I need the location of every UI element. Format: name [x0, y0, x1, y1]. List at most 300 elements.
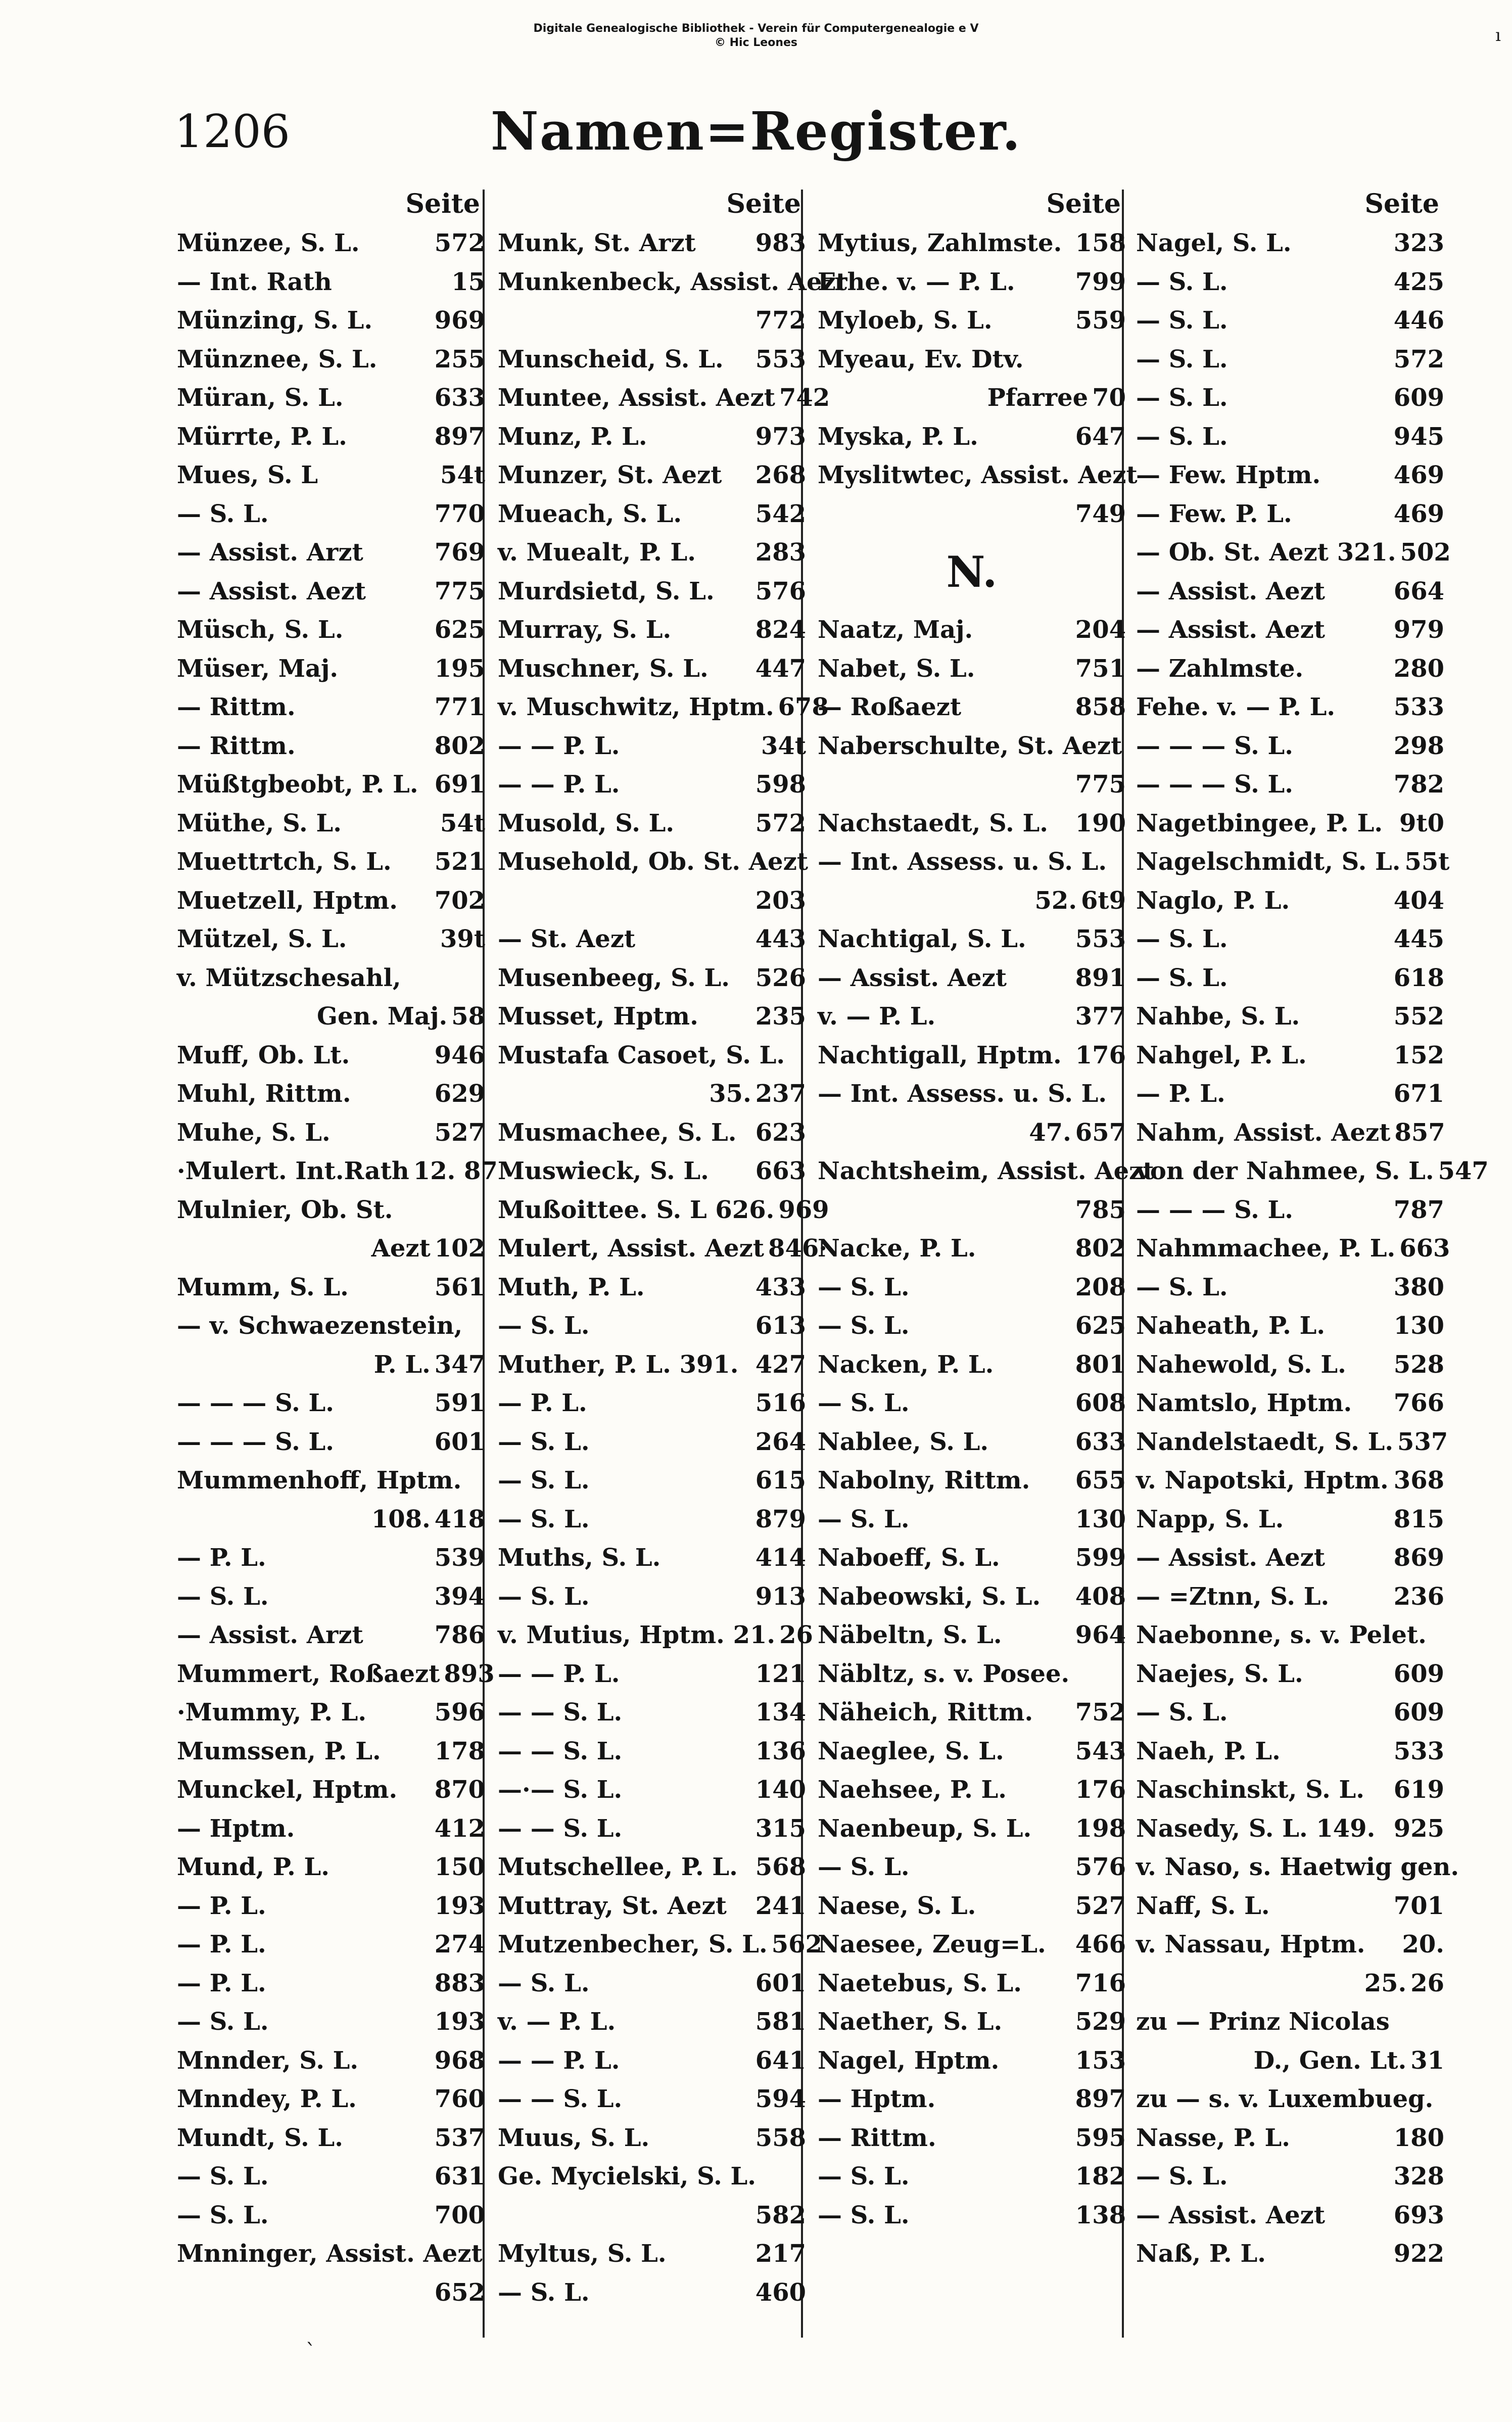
entry-page: 879	[755, 1505, 806, 1533]
entry-name: Nacken, P. L.	[818, 1350, 994, 1379]
entry-page: 969	[434, 306, 485, 335]
index-entry	[177, 2080, 485, 2119]
entry-page: 782	[1393, 770, 1444, 799]
entry-name: Mnndey, P. L.	[177, 2085, 357, 2113]
entry-page: 446	[1393, 306, 1444, 335]
index-entry	[498, 997, 806, 1036]
entry-name: Nabolny, Rittm.	[818, 1466, 1030, 1495]
entry-page: 469	[1393, 461, 1444, 489]
entry-page: 208	[1075, 1273, 1126, 1301]
index-entry	[177, 2157, 485, 2196]
entry-page: 581	[755, 2008, 806, 2036]
index-entry	[498, 688, 829, 727]
entry-name: Ge. Mycielski, S. L.	[498, 2162, 756, 2191]
index-entry	[498, 379, 830, 417]
index-entry	[177, 1307, 485, 1345]
entry-name: Muths, S. L.	[498, 1544, 661, 1572]
entry-page: 647	[1075, 422, 1126, 451]
entry-page: 102	[434, 1234, 485, 1263]
entry-name: — S. L.	[498, 1427, 590, 1456]
entry-page: 652	[434, 2278, 485, 2307]
index-entry	[498, 959, 806, 998]
index-entry	[498, 611, 806, 649]
index-entry	[1136, 649, 1444, 688]
index-entry	[498, 572, 806, 611]
entry-page: 858	[1075, 693, 1126, 721]
index-entry	[177, 1693, 485, 1732]
entry-name: — — P. L.	[498, 731, 620, 760]
entry-page: 176	[1075, 1041, 1126, 1069]
entry-page: 404	[1393, 886, 1444, 915]
entry-name: — Int. Rath	[177, 267, 332, 296]
entry-name: — S. L.	[1136, 2162, 1228, 2191]
entry-name: Naglo, P. L.	[1136, 886, 1290, 915]
entry-name: — S. L.	[1136, 1698, 1228, 1727]
index-entry	[818, 1229, 1126, 1268]
entry-name: — Few. P. L.	[1136, 499, 1292, 528]
entry-page: 150	[434, 1853, 485, 1881]
index-entry	[1136, 495, 1444, 534]
index-entry	[818, 1268, 1126, 1307]
index-entry	[177, 1268, 485, 1307]
entry-name: Murray, S. L.	[498, 616, 672, 644]
entry-name: — S. L.	[498, 1969, 590, 1997]
entry-name: Muswieck, S. L.	[498, 1157, 709, 1185]
entry-page: 552	[1393, 1002, 1444, 1031]
index-entry	[498, 2234, 806, 2273]
index-entry	[498, 1693, 806, 1732]
entry-page: 625	[434, 616, 485, 644]
entry-page: 766	[1393, 1389, 1444, 1417]
index-entry	[1136, 1075, 1444, 1113]
entry-name: — Hptm.	[818, 2085, 936, 2113]
index-entry	[498, 1229, 827, 1268]
entry-name: Muhe, S. L.	[177, 1118, 330, 1147]
index-entry	[177, 1655, 495, 1694]
index-entry	[818, 920, 1126, 959]
entry-page: 526	[755, 963, 806, 992]
entry-page: 787	[1393, 1195, 1444, 1224]
entry-name: — S. L.	[498, 2278, 590, 2307]
index-entry	[818, 959, 1126, 998]
index-entry	[818, 1771, 1126, 1809]
index-entry	[1136, 1848, 1459, 1887]
entry-page: 769	[434, 538, 485, 567]
entry-page: 702	[434, 886, 485, 915]
entry-page: 20.	[1402, 1930, 1444, 1959]
entry-name: — S. L.	[818, 1853, 910, 1881]
entry-page: 870	[434, 1776, 485, 1804]
index-entry	[177, 1384, 485, 1423]
index-entry	[1136, 379, 1444, 417]
entry-name: v. Mutius, Hptm. 21.	[498, 1621, 776, 1649]
entry-name: 52.	[1034, 886, 1077, 915]
index-entry	[498, 1887, 806, 1926]
entry-page: 425	[1393, 267, 1444, 296]
entry-name: Müser, Maj.	[177, 654, 339, 683]
entry-name: Namtslo, Hptm.	[1136, 1389, 1352, 1417]
index-entry	[498, 2119, 806, 2158]
index-entry	[818, 1307, 1126, 1345]
entry-name: — S. L.	[1136, 384, 1228, 412]
entry-name: v. Muealt, P. L.	[498, 538, 696, 567]
entry-page: 945	[1393, 422, 1444, 451]
corner-mark: ı	[1495, 25, 1501, 45]
entry-page: 138	[1075, 2201, 1126, 2229]
index-entry	[818, 1075, 1126, 1113]
entry-page: 542	[755, 499, 806, 528]
entry-name: v. Naso, s. Haetwig gen.	[1136, 1853, 1459, 1881]
column-header: Seite	[405, 189, 480, 219]
entry-page: 380	[1393, 1273, 1444, 1301]
entry-name: — Ob. St. Aezt 321.	[1136, 538, 1396, 567]
index-entry	[498, 1771, 806, 1809]
entry-name: Naeh, P. L.	[1136, 1737, 1281, 1765]
index-entry	[498, 1539, 806, 1577]
entry-page: 609	[1393, 1659, 1444, 1688]
index-entry	[818, 224, 1126, 263]
entry-page: 443	[755, 925, 806, 953]
index-entry	[818, 417, 1126, 456]
index-entry-continuation	[498, 2196, 806, 2235]
index-entry	[177, 881, 485, 920]
entry-page: 561	[434, 1273, 485, 1301]
entry-page: 599	[1075, 1544, 1126, 1572]
entry-name: — S. L.	[1136, 306, 1228, 335]
entry-page: 140	[755, 1776, 806, 1804]
entry-name: ·Mulert. Int.Rath	[177, 1157, 409, 1185]
entry-name: Nasedy, S. L. 149.	[1136, 1814, 1376, 1843]
entry-name: Naebonne, s. v. Pelet.	[1136, 1621, 1427, 1649]
entry-name: Muettrtch, S. L.	[177, 848, 392, 876]
entry-name: Nahewold, S. L.	[1136, 1350, 1346, 1379]
index-entry	[177, 1925, 485, 1964]
entry-page: 559	[1075, 306, 1126, 335]
index-entry	[177, 1461, 485, 1500]
index-entry	[1136, 1152, 1489, 1191]
entry-name: — P. L.	[177, 1891, 266, 1920]
entry-page: 427	[755, 1350, 806, 1379]
index-entry-continuation	[498, 881, 806, 920]
entry-page: 368	[1393, 1466, 1444, 1495]
entry-page: 533	[1393, 693, 1444, 721]
index-entry	[177, 1771, 485, 1809]
entry-name: Nahgel, P. L.	[1136, 1041, 1307, 1069]
entry-name: Nablee, S. L.	[818, 1427, 989, 1456]
entry-name: — S. L.	[1136, 925, 1228, 953]
index-entry	[818, 1616, 1126, 1655]
entry-page: 394	[434, 1582, 485, 1611]
entry-name: Nagetbingee, P. L.	[1136, 809, 1383, 837]
entry-name: — — P. L.	[498, 770, 620, 799]
index-entry	[1136, 1307, 1444, 1345]
entry-name: — Assist. Arzt	[177, 538, 363, 567]
index-entry	[1136, 417, 1444, 456]
index-entry	[1136, 263, 1444, 302]
entry-name: Nabeowski, S. L.	[818, 1582, 1041, 1611]
entry-page: 70	[1092, 384, 1126, 412]
entry-name: — Assist. Aezt	[818, 963, 1007, 992]
entry-name: Mueach, S. L.	[498, 499, 682, 528]
entry-name: Münzee, S. L.	[177, 229, 360, 257]
index-entry	[177, 804, 485, 843]
entry-name: — P. L.	[498, 1389, 587, 1417]
entry-page: 469	[1393, 499, 1444, 528]
entry-name: — S. L.	[177, 1582, 269, 1611]
index-entry	[498, 727, 806, 766]
entry-page: 9t0	[1399, 809, 1444, 837]
entry-name: Musmachee, S. L.	[498, 1118, 737, 1147]
entry-page: 562	[771, 1930, 822, 1959]
index-entry	[177, 1809, 485, 1848]
entry-name: Nacke, P. L.	[818, 1234, 976, 1263]
entry-page: 770	[434, 499, 485, 528]
entry-page: 55t	[1404, 848, 1450, 876]
entry-page: 633	[1075, 1427, 1126, 1456]
entry-name: Munzer, St. Aezt	[498, 461, 722, 489]
index-entry	[498, 1384, 806, 1423]
entry-page: 178	[434, 1737, 485, 1765]
entry-name: — Zahlmste.	[1136, 654, 1304, 683]
index-entry-continuation	[498, 1075, 806, 1113]
index-entry	[818, 649, 1126, 688]
entry-name: Mußoittee. S. L 626.	[498, 1195, 775, 1224]
index-entry	[177, 1577, 485, 1616]
entry-page: 815	[1393, 1505, 1444, 1533]
entry-page: 34t	[761, 731, 806, 760]
entry-name: Naehsee, P. L.	[818, 1776, 1007, 1804]
entry-name: zu — Prinz Nicolas	[1136, 2008, 1390, 2036]
entry-page: 537	[1397, 1427, 1448, 1456]
index-entry	[1136, 765, 1444, 804]
entry-name: — P. L.	[177, 1930, 266, 1959]
entry-name: Naeglee, S. L.	[818, 1737, 1004, 1765]
index-entry	[177, 2234, 485, 2273]
entry-page: 576	[1075, 1853, 1126, 1881]
index-entry	[818, 1461, 1126, 1500]
index-entry	[1136, 1268, 1444, 1307]
index-entry	[498, 1964, 806, 2003]
entry-name: D., Gen. Lt.	[1253, 2046, 1407, 2075]
entry-name: — Assist. Aezt	[1136, 616, 1326, 644]
entry-name: — Roßaezt	[818, 693, 962, 721]
entry-name: — S. L.	[177, 2162, 269, 2191]
entry-page: 528	[1393, 1350, 1444, 1379]
index-entry	[1136, 456, 1444, 495]
index-entry	[1136, 1693, 1444, 1732]
index-entry	[1136, 1113, 1444, 1152]
entry-page: 969	[778, 1195, 829, 1224]
index-entry	[177, 379, 485, 417]
entry-name: Nachtigal, S. L.	[818, 925, 1026, 953]
index-entry-continuation	[177, 1500, 485, 1539]
entry-name: Naether, S. L.	[818, 2008, 1003, 2036]
copyright-line: © Hic Leones	[714, 36, 798, 49]
entry-name: Muff, Ob. Lt.	[177, 1041, 350, 1069]
index-entry	[498, 495, 806, 534]
index-entry	[498, 456, 806, 495]
entry-name: — P. L.	[177, 1969, 266, 1997]
index-entry	[498, 1500, 806, 1539]
entry-page: 771	[434, 693, 485, 721]
index-entry	[1136, 959, 1444, 998]
entry-page: 414	[755, 1544, 806, 1572]
index-entry	[498, 765, 806, 804]
entry-page: 217	[755, 2240, 806, 2268]
entry-page: 631	[434, 2162, 485, 2191]
entry-name: Naatz, Maj.	[818, 616, 973, 644]
index-entry	[1136, 2119, 1444, 2158]
index-entry	[818, 1732, 1126, 1771]
index-entry	[498, 1848, 806, 1887]
entry-name: Myska, P. L.	[818, 422, 978, 451]
entry-name: — v. Schwaezenstein,	[177, 1312, 463, 1340]
index-entry	[498, 920, 806, 959]
entry-page: 182	[1075, 2162, 1126, 2191]
entry-page: 553	[1075, 925, 1126, 953]
entry-page: 608	[1075, 1389, 1126, 1417]
entry-page: 193	[434, 2008, 485, 2036]
entry-name: v. Nassau, Hptm.	[1136, 1930, 1365, 1959]
entry-name: — — — S. L.	[1136, 731, 1293, 760]
index-entry	[1136, 920, 1444, 959]
index-entry	[498, 1732, 806, 1771]
entry-page: 533	[1393, 1737, 1444, 1765]
entry-page: 190	[1075, 809, 1126, 837]
entry-name: Muus, S. L.	[498, 2123, 650, 2152]
entry-page: 537	[434, 2123, 485, 2152]
index-entry	[177, 2041, 485, 2080]
entry-page: 802	[434, 731, 485, 760]
entry-page: 568	[755, 1853, 806, 1881]
page-number: 1206	[174, 105, 291, 158]
index-entry	[818, 1152, 1154, 1191]
index-entry-continuation	[818, 495, 1126, 534]
entry-page: 445	[1393, 925, 1444, 953]
entry-page: 968	[434, 2046, 485, 2075]
entry-page: 633	[434, 384, 485, 412]
index-entry	[498, 1113, 806, 1152]
entry-page: 12. 87	[413, 1157, 498, 1185]
index-entry	[1136, 2234, 1444, 2273]
entry-name: Mulnier, Ob. St.	[177, 1195, 393, 1224]
index-entry	[177, 688, 485, 727]
entry-page: 274	[434, 1930, 485, 1959]
entry-page: 241	[755, 1891, 806, 1920]
entry-page: 893	[444, 1659, 495, 1688]
entry-name: Naß, P. L.	[1136, 2240, 1266, 2268]
entry-name: Nachstaedt, S. L.	[818, 809, 1048, 837]
index-entry	[818, 2196, 1126, 2235]
entry-name: — S. L.	[818, 1312, 910, 1340]
index-entry	[1136, 1655, 1444, 1694]
index-entry-continuation	[818, 765, 1126, 804]
entry-page: 136	[755, 1737, 806, 1765]
index-entry	[177, 533, 485, 572]
index-entry	[818, 2041, 1126, 2080]
index-entry	[177, 263, 485, 302]
index-entry-continuation	[177, 997, 485, 1036]
entry-page: 973	[755, 422, 806, 451]
index-entry	[177, 1075, 485, 1113]
index-entry-continuation	[498, 301, 806, 340]
entry-name: Nachtigall, Hptm.	[818, 1041, 1062, 1069]
entry-page: 897	[434, 422, 485, 451]
index-entry	[177, 727, 485, 766]
entry-page: 609	[1393, 1698, 1444, 1727]
entry-page: 121	[755, 1659, 806, 1688]
entry-name: — — S. L.	[498, 2085, 623, 2113]
index-entry	[498, 1577, 806, 1616]
index-entry	[818, 301, 1126, 340]
entry-page: 572	[1393, 345, 1444, 374]
entry-page: 547	[1438, 1157, 1489, 1185]
index-entry-continuation	[177, 1229, 485, 1268]
entry-page: 625	[1075, 1312, 1126, 1340]
entry-page: 255	[434, 345, 485, 374]
entry-name: — S. L.	[818, 1389, 910, 1417]
entry-name: — S. L.	[1136, 1273, 1228, 1301]
entry-name: Myeau, Ev. Dtv.	[818, 345, 1024, 374]
entry-name: Muntee, Assist. Aezt	[498, 384, 775, 412]
entry-page: 237	[755, 1080, 806, 1108]
entry-name: — P. L.	[177, 1544, 266, 1572]
entry-name: — Int. Assess. u. S. L.	[818, 848, 1107, 876]
entry-name: Myloeb, S. L.	[818, 306, 993, 335]
index-entry	[498, 340, 806, 379]
entry-page: 760	[434, 2085, 485, 2113]
index-entry	[1136, 224, 1444, 263]
index-entry	[818, 456, 1138, 495]
index-entry	[818, 2157, 1126, 2196]
entry-page: 543	[1075, 1737, 1126, 1765]
entry-page: 897	[1075, 2085, 1126, 2113]
entry-page: 134	[755, 1698, 806, 1727]
entry-name: Nabet, S. L.	[818, 654, 975, 683]
entry-name: Mutzenbecher, S. L.	[498, 1930, 768, 1959]
entry-name: Mulert, Assist. Aezt	[498, 1234, 765, 1263]
entry-name: Munckel, Hptm.	[177, 1776, 398, 1804]
entry-page: 979	[1393, 616, 1444, 644]
index-entry	[1136, 1229, 1450, 1268]
entry-name: — Rittm.	[818, 2123, 936, 2152]
entry-name: Mustafa Casoet, S. L.	[498, 1041, 785, 1069]
entry-name: Mundt, S. L.	[177, 2123, 343, 2152]
entry-page: 786	[434, 1621, 485, 1649]
section-letter	[818, 533, 1126, 611]
index-entry-continuation	[1136, 2041, 1444, 2080]
index-entry	[818, 843, 1126, 881]
entry-name: Muther, P. L. 391.	[498, 1350, 739, 1379]
entry-name: Munkenbeck, Assist. Aezt	[498, 267, 847, 296]
entry-name: — S. L.	[818, 2162, 910, 2191]
entry-page: 527	[434, 1118, 485, 1147]
entry-name: Mnnder, S. L.	[177, 2046, 359, 2075]
column-header: Seite	[726, 189, 801, 219]
entry-name: Naschinskt, S. L.	[1136, 1776, 1364, 1804]
entry-name: Münznee, S. L.	[177, 345, 377, 374]
index-entry	[1136, 881, 1444, 920]
entry-page: 596	[434, 1698, 485, 1727]
index-entry	[1136, 2002, 1444, 2041]
entry-name: Musehold, Ob. St. Aezt	[498, 848, 808, 876]
entry-page: 601	[434, 1427, 485, 1456]
entry-page: 521	[434, 848, 485, 876]
entry-name: — S. L.	[177, 2008, 269, 2036]
index-entry	[818, 1809, 1126, 1848]
entry-name: Näheich, Rittm.	[818, 1698, 1033, 1727]
entry-name: Nagelschmidt, S. L.	[1136, 848, 1401, 876]
